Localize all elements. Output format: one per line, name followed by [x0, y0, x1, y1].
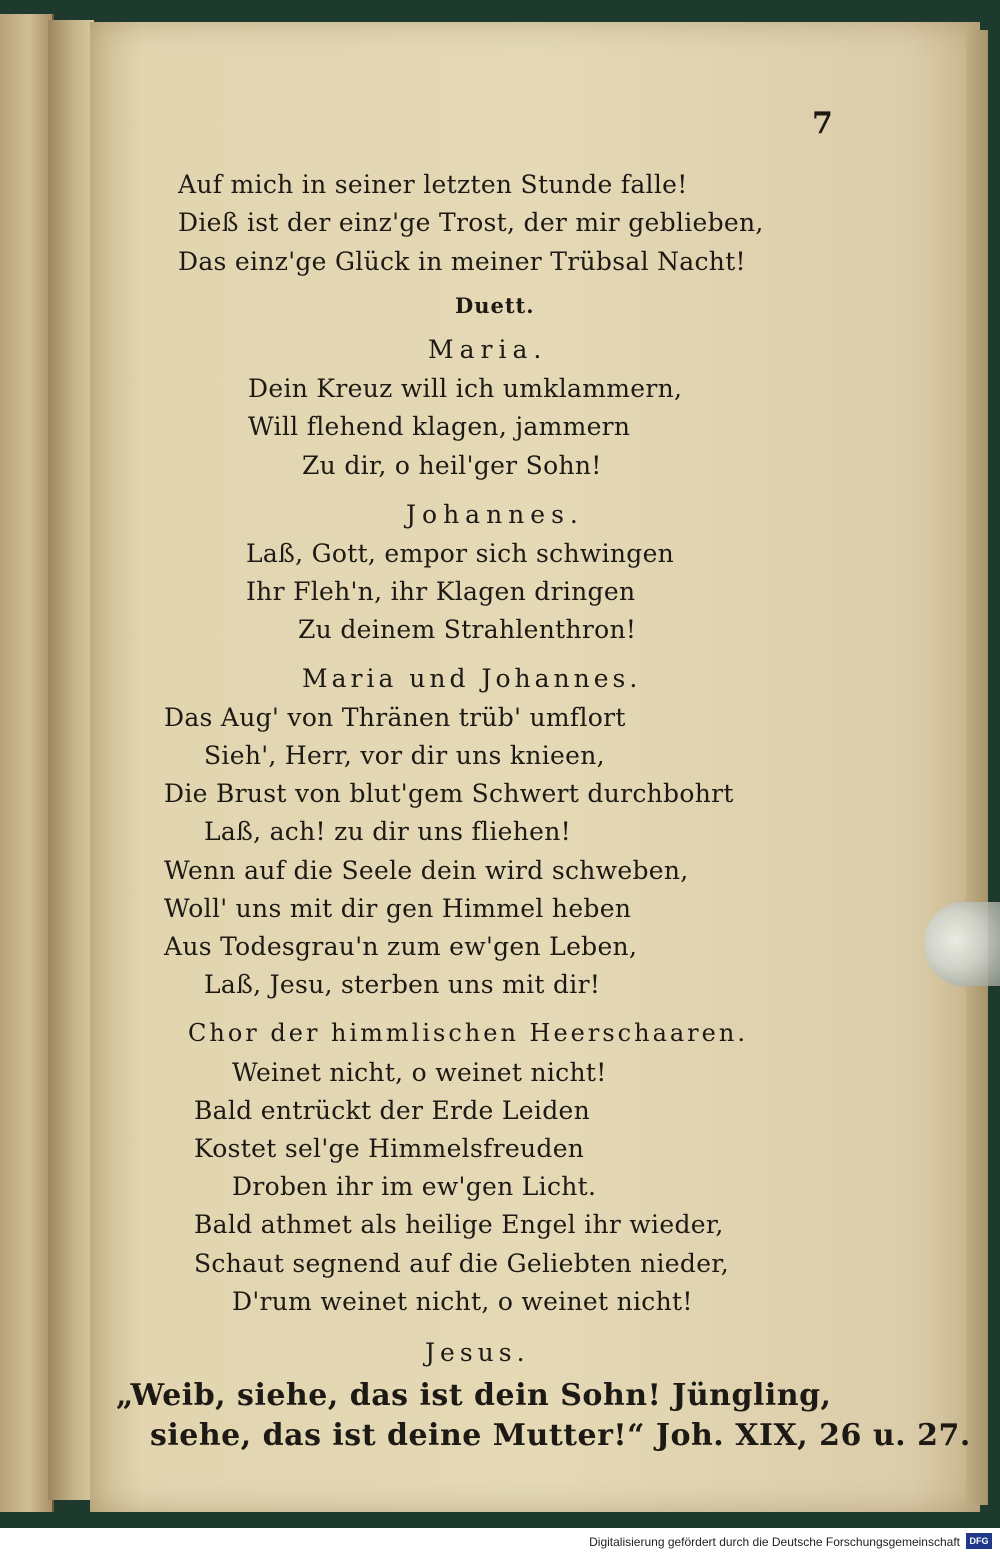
text-line: Bald entrückt der Erde Leiden	[194, 1096, 590, 1125]
text-line: Die Brust von blut'gem Schwert durchbohrt	[164, 779, 734, 808]
text-line: Laß, ach! zu dir uns fliehen!	[204, 817, 571, 846]
book-spine-edge	[48, 20, 94, 1500]
text-line: Das einz'ge Glück in meiner Trübsal Nacht!	[178, 247, 746, 276]
quote-line: „Weib, siehe, das ist dein Sohn! Jüngling,	[116, 1378, 832, 1413]
speaker-jesus: Jesus.	[425, 1338, 530, 1367]
text-line: Das Aug' von Thränen trüb' umflort	[164, 703, 626, 732]
text-line: Sieh', Herr, vor dir uns knieen,	[204, 741, 605, 770]
text-line: Zu deinem Strahlenthron!	[298, 615, 637, 644]
text-line: D'rum weinet nicht, o weinet nicht!	[232, 1287, 693, 1316]
scanner-thumb-clip	[924, 902, 1000, 986]
text-line: Auf mich in seiner letzten Stunde falle!	[178, 170, 688, 199]
text-line: Will flehend klagen, jammern	[248, 412, 631, 441]
speaker-johannes: Johannes.	[406, 500, 584, 529]
right-page-edge	[966, 30, 988, 1505]
text-line: Laß, Gott, empor sich schwingen	[246, 539, 675, 568]
dfg-logo: DFG	[966, 1533, 992, 1549]
duett-heading: Duett.	[455, 293, 535, 318]
text-line: Aus Todesgrau'n zum ew'gen Leben,	[164, 932, 638, 961]
text-line: Zu dir, o heil'ger Sohn!	[302, 451, 602, 480]
text-line: Weinet nicht, o weinet nicht!	[232, 1058, 607, 1087]
text-line: Dein Kreuz will ich umklammern,	[248, 374, 683, 403]
text-line: Ihr Fleh'n, ihr Klagen dringen	[246, 577, 636, 606]
quote-line: siehe, das ist deine Mutter!“ Joh. XIX, 26 u. 27.	[150, 1418, 971, 1453]
text-line: Laß, Jesu, sterben uns mit dir!	[204, 970, 601, 999]
text-line: Droben ihr im ew'gen Licht.	[232, 1172, 597, 1201]
text-line: Woll' uns mit dir gen Himmel heben	[164, 894, 632, 923]
text-line: Bald athmet als heilige Engel ihr wieder,	[194, 1210, 724, 1239]
speaker-maria-und-johannes: Maria und Johannes.	[302, 664, 642, 693]
digitization-credit: Digitalisierung gefördert durch die Deutsche Forschungsgemeinschaft	[589, 1535, 960, 1549]
speaker-maria: Maria.	[428, 335, 548, 364]
speaker-chor: Chor der himmlischen Heerschaaren.	[188, 1019, 748, 1047]
text-line: Kostet sel'ge Himmelsfreuden	[194, 1134, 585, 1163]
page-number: 7	[812, 106, 833, 141]
text-line: Schaut segnend auf die Geliebten nieder,	[194, 1249, 730, 1278]
left-page-edge	[0, 14, 54, 1512]
text-line: Dieß ist der einz'ge Trost, der mir geblieben,	[178, 208, 764, 237]
text-line: Wenn auf die Seele dein wird schweben,	[164, 856, 689, 885]
